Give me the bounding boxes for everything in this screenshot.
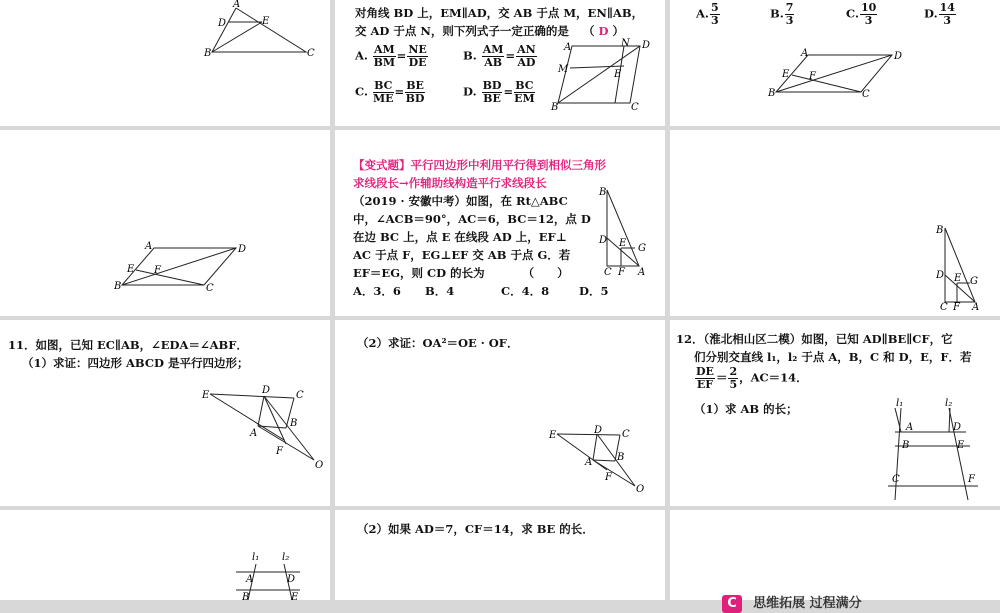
- panel-r2c2: [335, 130, 665, 316]
- label-A: A: [585, 457, 593, 468]
- quadrilateral-figure: [335, 320, 665, 506]
- label-D: D: [953, 422, 962, 433]
- variant-choice-a: A．3．6: [353, 284, 401, 298]
- label-O: O: [636, 484, 645, 495]
- section-title: 思维拓展 过程满分: [753, 596, 862, 611]
- q11-part2: （2）求证：OA²＝OE · OF．: [357, 336, 519, 350]
- variant-choice-b: B．4: [425, 284, 455, 298]
- panel-r3c3: [670, 320, 1000, 506]
- choice-letter: B.: [770, 6, 784, 21]
- frac-num: 2: [729, 365, 738, 378]
- label-F: F: [968, 474, 975, 485]
- panel-r4c2: [335, 510, 665, 600]
- frac-num: 5: [710, 1, 719, 14]
- label-C: C: [622, 429, 630, 440]
- panel-r2c1: [0, 130, 330, 316]
- label-D: D: [642, 40, 651, 51]
- panel-r4c3: [670, 510, 1000, 611]
- q12-line4: （1）求 AB 的长；: [694, 402, 798, 416]
- label-B: B: [242, 592, 250, 603]
- answer-mark: D: [598, 24, 609, 38]
- label-D: D: [894, 51, 903, 62]
- choice-letter: D.: [924, 6, 938, 21]
- frac-num: AN: [517, 43, 536, 56]
- q11-line2: （1）求证：四边形 ABCD 是平行四边形；: [22, 356, 249, 370]
- label-F: F: [953, 302, 960, 313]
- panel-r2c3: [670, 130, 1000, 316]
- parallel-lines-figure: [0, 510, 330, 603]
- right-triangle-figure: [670, 130, 1000, 316]
- label-A: A: [145, 241, 153, 252]
- triangle-figure: [0, 0, 330, 126]
- frac-den: 3: [710, 14, 719, 27]
- panel-r3c1: [0, 320, 330, 506]
- label-D: D: [594, 425, 603, 436]
- q12-line1: 12．（淮北相山区二模）如图，已知 AD∥BE∥CF，它: [676, 332, 953, 346]
- panel-r1c1: [0, 0, 330, 126]
- question-line1: 对角线 BD 上，EM∥AD，交 AB 于点 M，EN∥AB，: [355, 6, 644, 20]
- label-B: B: [902, 440, 910, 451]
- label-E: E: [291, 592, 299, 603]
- label-E: E: [262, 16, 270, 27]
- frac-den: 3: [785, 14, 794, 27]
- label-F: F: [809, 71, 816, 82]
- label-E: E: [549, 430, 557, 441]
- frac-num: NE: [408, 43, 427, 56]
- label-M: M: [558, 64, 569, 75]
- label-E: E: [782, 69, 790, 80]
- label-C: C: [206, 283, 214, 294]
- label-N: N: [621, 38, 630, 49]
- label-l1: l₁: [896, 398, 904, 409]
- label-C: C: [892, 474, 900, 485]
- frac-den: ME: [372, 92, 394, 105]
- frac-den: AB: [484, 56, 503, 69]
- label-C: C: [631, 102, 639, 113]
- option-b-letter: B.: [463, 48, 477, 63]
- section-badge: C: [722, 595, 742, 613]
- variant-tag: 【变式题】: [353, 158, 411, 172]
- panel-r3c2: [335, 320, 665, 506]
- label-A: A: [250, 428, 258, 439]
- variant-line5-text: EF＝EG，则 CD 的长为: [353, 266, 485, 280]
- label-G: G: [638, 243, 646, 254]
- label-O: O: [315, 460, 324, 471]
- label-D: D: [218, 18, 227, 29]
- label-B: B: [768, 88, 776, 99]
- option-c-letter: C.: [355, 84, 368, 99]
- label-A: A: [801, 48, 809, 59]
- q12-line3: $\frac{DE}{EF}$ ＝ $\frac{2}{5}$ ，AC＝14．: [696, 365, 808, 391]
- frac-den: 5: [729, 378, 738, 391]
- frac-num: DE: [696, 365, 714, 378]
- paren-close: ）: [612, 24, 624, 38]
- label-B: B: [204, 48, 212, 59]
- label-C: C: [296, 390, 304, 401]
- frac-den: BM: [373, 56, 396, 69]
- variant-choice-c: C．4．8: [501, 284, 550, 298]
- label-E: E: [614, 69, 622, 80]
- label-G: G: [970, 276, 978, 287]
- panel-r4c1: [0, 510, 330, 603]
- parallel-lines-figure: [670, 320, 1000, 506]
- option-a: A. $\frac{AM}{BM}$ = $\frac{NE}{DE}$: [355, 43, 427, 69]
- frac-num: AM: [373, 43, 395, 56]
- label-D: D: [287, 574, 296, 585]
- label-E: E: [954, 273, 962, 284]
- variant-title-line2: 求线段长→作辅助线构造平行求线段长: [353, 176, 547, 190]
- frac-den: EF: [696, 378, 714, 391]
- label-B: B: [936, 225, 944, 236]
- frac-den: EM: [514, 92, 535, 105]
- label-l2: l₂: [282, 552, 290, 563]
- label-C: C: [604, 267, 612, 278]
- parallelogram-figure: [335, 0, 665, 126]
- label-F: F: [618, 267, 625, 278]
- frac-den: AD: [517, 56, 536, 69]
- frac-den: DE: [408, 56, 427, 69]
- q12-line3-tail: ，AC＝14．: [739, 370, 808, 385]
- parallelogram-figure: [670, 0, 1000, 126]
- label-B: B: [551, 102, 559, 113]
- label-C: C: [862, 89, 870, 100]
- option-a-letter: A.: [355, 48, 368, 63]
- answer-paren: （ ）: [522, 266, 569, 280]
- label-E: E: [619, 238, 627, 249]
- option-b: B. $\frac{AM}{AB}$ = $\frac{AN}{AD}$: [463, 43, 536, 69]
- frac-den: 3: [864, 14, 873, 27]
- label-B: B: [617, 452, 625, 463]
- frac-num: 10: [860, 1, 877, 14]
- frac-den: BE: [483, 92, 501, 105]
- frac-num: AM: [482, 43, 504, 56]
- variant-choice-d: D．5: [579, 284, 609, 298]
- label-B: B: [114, 281, 122, 292]
- label-D: D: [936, 270, 945, 281]
- right-triangle-figure: [335, 130, 665, 316]
- label-F: F: [154, 265, 161, 276]
- panel-r1c3: [670, 0, 1000, 126]
- option-d: D. $\frac{BD}{BE}$ = $\frac{BC}{EM}$: [463, 79, 535, 105]
- q12-line2: 们分别交直线 l₁，l₂ 于点 A，B，C 和 D，E，F．若: [694, 350, 972, 364]
- question-line2-text: 交 AD 于点 N，则下列式子一定正确的是: [355, 24, 569, 38]
- label-D: D: [599, 235, 608, 246]
- footer-section-header: [722, 592, 862, 610]
- label-A: A: [233, 0, 241, 10]
- label-F: F: [276, 446, 283, 457]
- choice-letter: C.: [846, 6, 859, 21]
- label-B: B: [599, 187, 607, 198]
- variant-line2: 中，∠ACB＝90°，AC＝6，BC＝12，点 D: [353, 212, 591, 226]
- label-A: A: [564, 42, 572, 53]
- variant-line1: （2019 · 安徽中考）如图，在 Rt△ABC: [353, 194, 568, 208]
- frac-den: 3: [943, 14, 952, 27]
- q11-line1: 11．如图，已知 EC∥AB，∠EDA＝∠ABF．: [8, 338, 248, 352]
- paren-open: （: [582, 24, 595, 38]
- parallelogram-figure: [0, 130, 330, 316]
- label-E: E: [127, 264, 135, 275]
- label-E: E: [202, 390, 210, 401]
- variant-line3: 在边 BC 上，点 E 在线段 AD 上，EF⊥: [353, 230, 567, 244]
- frac-num: BC: [515, 79, 534, 92]
- label-A: A: [246, 574, 254, 585]
- label-D: D: [262, 385, 271, 396]
- frac-num: BE: [406, 79, 424, 92]
- option-c: C. $\frac{BC}{ME}$ = $\frac{BE}{BD}$: [355, 79, 425, 105]
- panel-r1c2: [335, 0, 665, 126]
- label-l2: l₂: [945, 398, 953, 409]
- choice-letter: A.: [696, 6, 709, 21]
- variant-line4: AC 于点 F，EG⊥EF 交 AB 于点 G．若: [353, 248, 571, 262]
- label-C: C: [307, 48, 315, 59]
- label-A: A: [906, 422, 914, 433]
- label-C: C: [940, 302, 948, 313]
- label-A: A: [972, 302, 980, 313]
- variant-title1: 平行四边形中利用平行得到相似三角形: [410, 158, 606, 172]
- frac-den: BD: [405, 92, 425, 105]
- q12-part2: （2）如果 AD＝7，CF＝14，求 BE 的长．: [357, 522, 594, 536]
- quadrilateral-figure: [0, 320, 330, 506]
- frac-num: 7: [785, 1, 794, 14]
- label-F: F: [605, 472, 612, 483]
- label-A: A: [638, 267, 646, 278]
- frac-num: BC: [374, 79, 393, 92]
- option-d-letter: D.: [463, 84, 477, 99]
- label-E: E: [957, 440, 965, 451]
- label-B: B: [290, 418, 298, 429]
- label-D: D: [238, 244, 247, 255]
- label-l1: l₁: [252, 552, 260, 563]
- frac-num: 14: [939, 1, 955, 14]
- frac-num: BD: [482, 79, 502, 92]
